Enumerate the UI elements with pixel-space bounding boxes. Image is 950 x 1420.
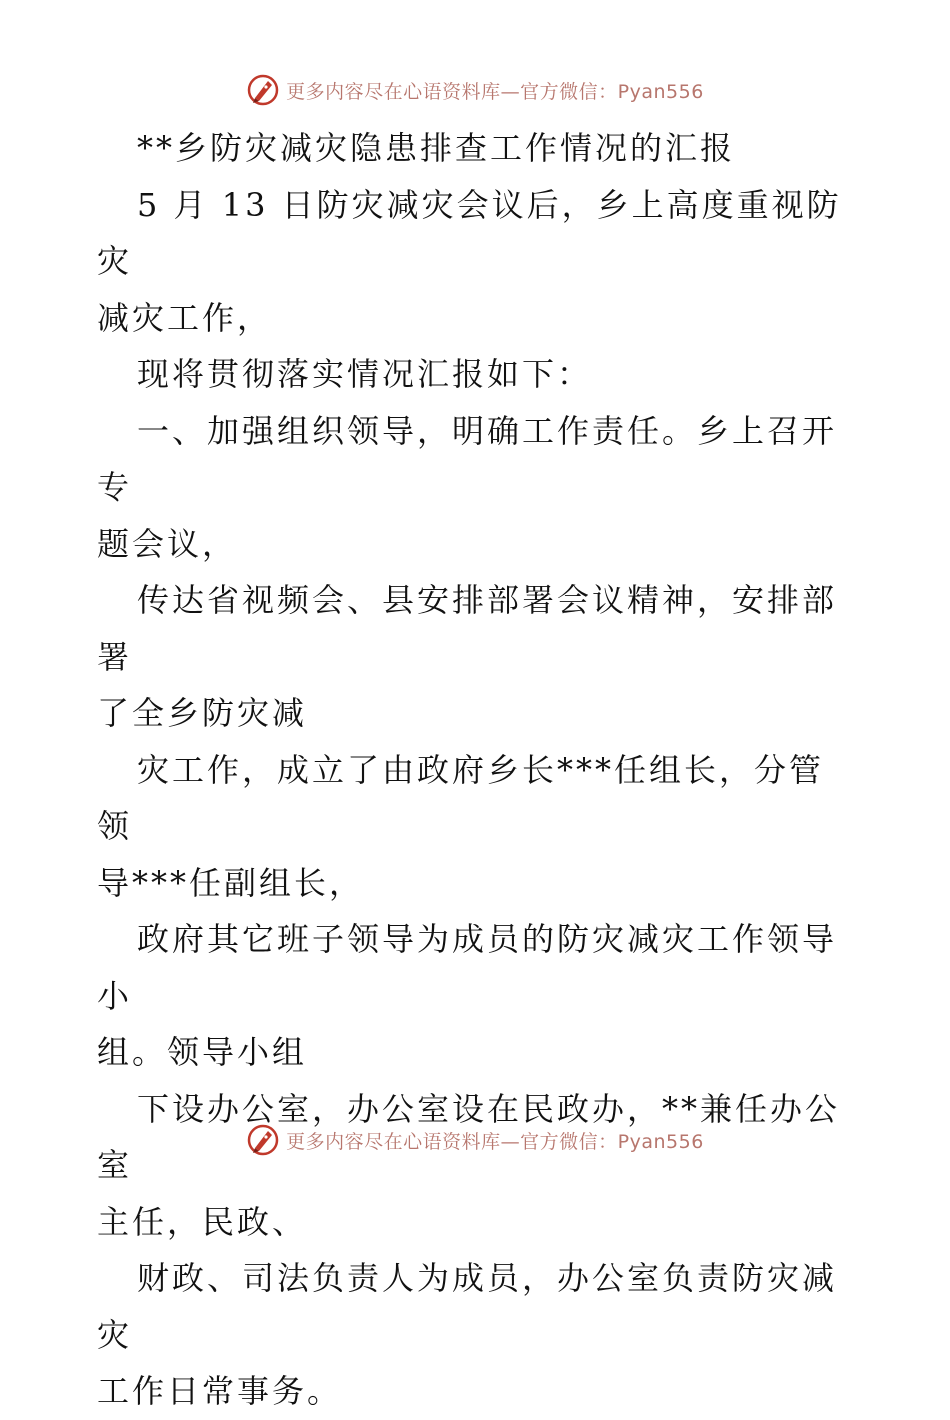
paragraph-line: 灾工作，成立了由政府乡长***任组长，分管领 (97, 750, 825, 845)
header-banner-text: 更多内容尽在心语资料库—官方微信：Pyan556 (286, 80, 704, 103)
document-body (97, 120, 857, 1420)
paragraph-line: 政府其它班子领导为成员的防灾减灾工作领导小 (97, 920, 838, 1015)
paragraph-line: 5 月 13 日防灾减灾会议后，乡上高度重视防灾 (97, 185, 842, 280)
paragraph-line: 组。领导小组 (97, 1033, 308, 1071)
paragraph-line: 下设办公室，办公室设在民政办，**兼任办公室 (97, 1089, 841, 1184)
pen-nib-logo-icon (246, 1123, 280, 1157)
footer-banner (0, 1120, 950, 1160)
paragraph-line: 工作日常事务。 (97, 1372, 343, 1410)
paragraph-line: 主任，民政、 (97, 1202, 308, 1241)
paragraph-line: 传达省视频会、县安排部署会议精神，安排部署 (97, 581, 838, 676)
paragraph-line: 一、加强组织领导，明确工作责任。乡上召开专 (97, 411, 838, 506)
paragraph-line: 题会议， (97, 524, 238, 563)
paragraph-line: 导***任副组长， (97, 863, 365, 902)
footer-banner-text: 更多内容尽在心语资料库—官方微信：Pyan556 (286, 1130, 704, 1153)
header-banner (0, 70, 950, 110)
paragraph-line: 了全乡防灾减 (97, 694, 308, 732)
document-title: **乡防灾减灾隐患排查工作情况的汇报 (137, 129, 736, 167)
paragraph-line: 财政、司法负责人为成员，办公室负责防灾减灾 (97, 1259, 838, 1354)
paragraph-line: 现将贯彻落实情况汇报如下： (137, 355, 593, 393)
pen-nib-logo-icon (246, 73, 280, 107)
paragraph-line: 减灾工作， (97, 298, 273, 337)
